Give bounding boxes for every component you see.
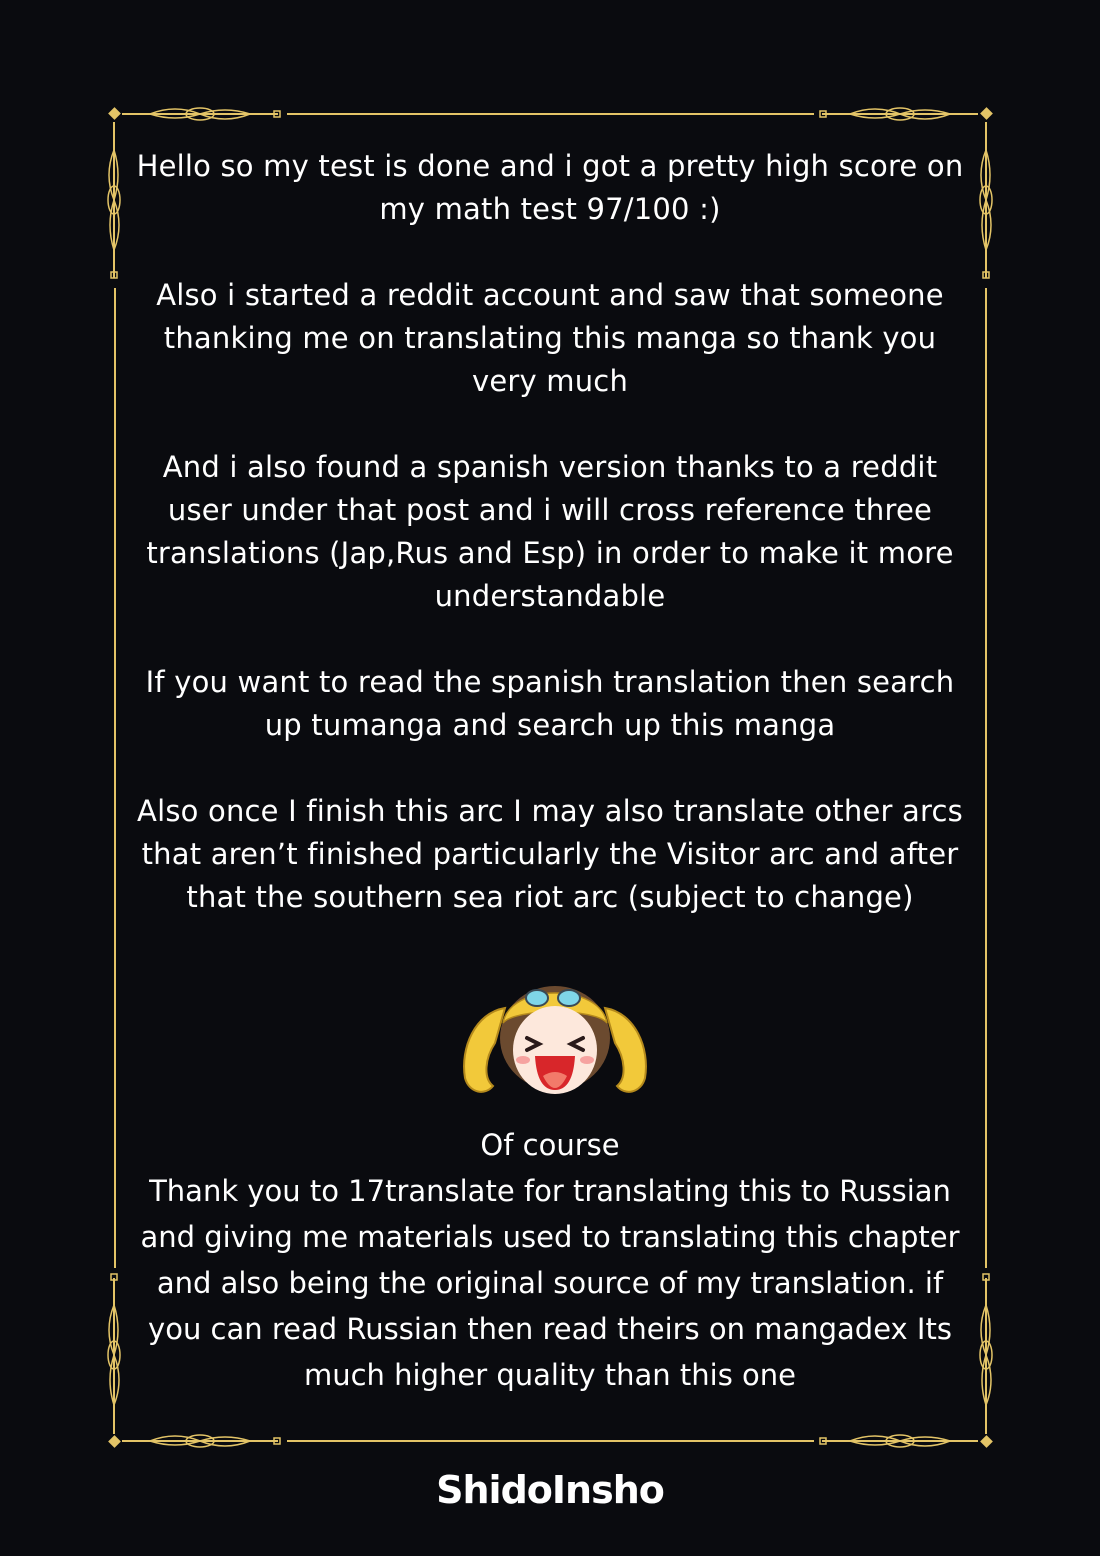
closing-heading: Of course <box>480 1128 620 1162</box>
laughing-girl-emoji-icon <box>455 968 655 1108</box>
paragraph-reddit-account: Also i started a reddit account and saw that someone thanking me on translating this manga so thank you very much <box>156 278 944 398</box>
closing-section <box>128 1122 972 1398</box>
translator-signature: ShidoInsho <box>436 1468 664 1512</box>
paragraph-read-spanish: If you want to read the spanish translation then search up tumanga and search up this manga <box>145 665 955 742</box>
paragraph-test-score: Hello so my test is done and i got a pretty high score on my math test 97/100 :) <box>136 149 964 226</box>
paragraph-spanish-version: And i also found a spanish version thanks to a reddit user under that post and i will cross reference three translations (Jap,Rus and Esp) in order to make it more understandable <box>146 450 954 613</box>
message-body <box>128 145 972 919</box>
paragraph-future-arcs: Also once I finish this arc I may also translate other arcs that aren’t finished particularly the Visitor arc and after that the southern sea riot arc (subject to change) <box>137 794 963 914</box>
closing-thanks: Thank you to 17translate for translating this to Russian and giving me materials used to translating this chapter and also being the original source of my translation. if you can read Russian then read theirs on mangadex Its much higher quality than this one <box>140 1174 960 1392</box>
